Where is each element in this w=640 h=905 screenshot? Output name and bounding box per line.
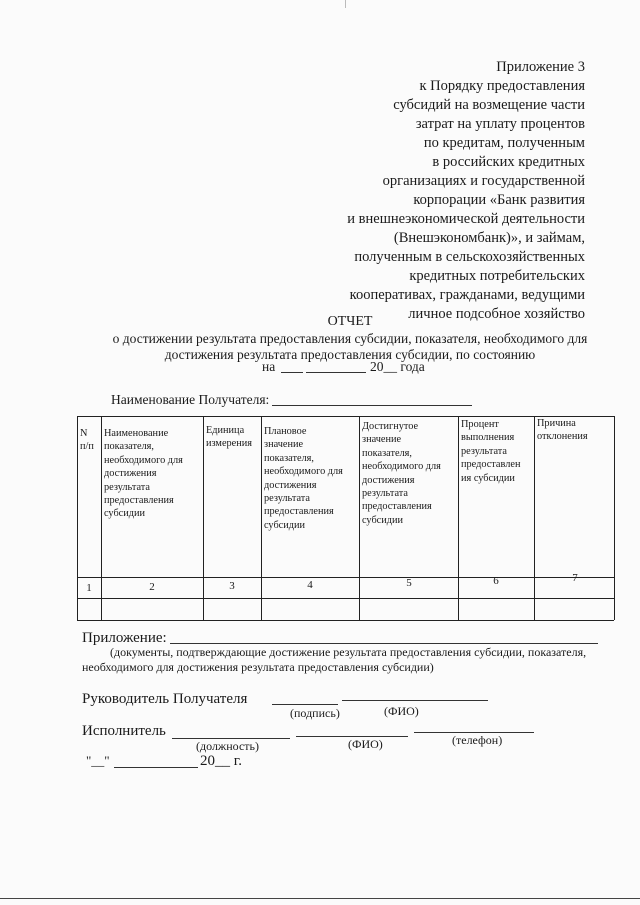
head-fio-line[interactable] xyxy=(342,700,488,701)
table-header-planned xyxy=(264,425,343,532)
header-text: достижения xyxy=(362,474,415,486)
table-col-border xyxy=(203,416,204,620)
header-text: достижения xyxy=(264,479,317,491)
header-text: достижения xyxy=(104,468,157,480)
appendix-line: организациях и государственной xyxy=(382,173,585,189)
report-subtitle-line1: о достижении результата предоставления субсидии, показателя, необходимого для xyxy=(112,331,588,346)
table-col-border xyxy=(359,416,360,620)
executor-fio-caption: (ФИО) xyxy=(348,737,383,751)
attachment-note-line1: (документы, подтверждающие достижение результата предоставления субсидии, показателя, xyxy=(110,645,587,659)
header-text: результата xyxy=(104,481,150,493)
table-col-border xyxy=(458,416,459,620)
appendix-line: полученным в сельскохозяйственных xyxy=(354,249,585,265)
header-text: показателя, xyxy=(362,447,412,459)
report-title: ОТЧЕТ xyxy=(327,314,373,329)
header-text: отклонения xyxy=(537,431,588,443)
table-header-reason xyxy=(537,417,588,444)
attachment-field-line[interactable] xyxy=(170,643,598,644)
phone-caption: (телефон) xyxy=(452,733,503,747)
page-bottom-edge xyxy=(0,898,640,899)
column-number: 6 xyxy=(493,575,499,587)
report-date-year: 20__ года xyxy=(370,359,425,374)
table-col-border xyxy=(614,416,615,620)
column-number: 5 xyxy=(406,577,412,589)
header-text: результата xyxy=(461,445,507,457)
executor-label: Исполнитель xyxy=(82,723,166,739)
report-subtitle-line2: достижения результата предоставления субсидии, по состоянию xyxy=(164,347,536,362)
column-number: 2 xyxy=(149,581,155,593)
header-text: п/п xyxy=(80,441,94,453)
head-label: Руководитель Получателя xyxy=(82,691,248,707)
date-year: 20__ г. xyxy=(200,753,242,769)
appendix-line: затрат на уплату процентов xyxy=(415,116,585,132)
appendix-line: в российских кредитных xyxy=(432,154,585,170)
header-text: Наименование xyxy=(104,428,169,439)
header-text: субсидии xyxy=(264,519,306,531)
header-text: необходимого для xyxy=(362,461,441,473)
report-date-prefix: на xyxy=(262,359,276,374)
table-header-percent xyxy=(461,418,520,485)
header-text: необходимого для xyxy=(264,466,343,478)
date-day-line xyxy=(281,372,303,373)
header-text: показателя, xyxy=(104,441,154,453)
column-number: 4 xyxy=(307,579,313,591)
header-text: выполнения xyxy=(461,432,515,444)
header-text: субсидии xyxy=(362,514,404,526)
header-text: Плановое xyxy=(264,426,307,437)
table-col-border xyxy=(534,416,535,620)
attachment-label: Приложение: xyxy=(82,630,167,646)
head-signature-line[interactable] xyxy=(272,704,338,705)
header-text: Причина xyxy=(537,418,576,429)
header-text: предоставлен xyxy=(461,459,521,471)
recipient-field-line[interactable] xyxy=(272,405,472,406)
date-quotes: "__" xyxy=(86,753,110,768)
table-header-unit xyxy=(206,424,252,451)
header-text: Процент xyxy=(461,419,499,430)
header-text: N xyxy=(80,428,88,439)
appendix-line: и внешнеэкономической деятельности xyxy=(347,211,585,227)
header-text: результата xyxy=(362,488,408,500)
header-text: показателя, xyxy=(264,452,314,464)
appendix-line: субсидий на возмещение части xyxy=(393,97,585,113)
date-month-line xyxy=(306,372,366,373)
appendix-line: Приложение 3 xyxy=(496,59,585,75)
date-month-field[interactable] xyxy=(114,767,198,768)
appendix-line: кредитных потребительских xyxy=(409,268,585,284)
header-text: значение xyxy=(362,434,402,446)
header-text: результата xyxy=(264,493,310,505)
header-text: необходимого для xyxy=(104,454,183,466)
header-text: значение xyxy=(264,439,304,451)
header-text: Единица xyxy=(206,425,245,436)
appendix-line: личное подсобное хозяйство xyxy=(408,306,585,322)
attachment-note-line2: необходимого для достижения результата предоставления субсидии) xyxy=(82,660,434,674)
position-caption: (должность) xyxy=(196,739,259,753)
column-number: 3 xyxy=(229,580,235,592)
signature-caption: (подпись) xyxy=(290,706,340,720)
appendix-line: по кредитам, полученным xyxy=(423,135,585,151)
header-text: ия субсидии xyxy=(461,472,515,484)
appendix-line: корпорации «Банк развития xyxy=(413,192,585,208)
header-text: субсидии xyxy=(104,508,146,520)
appendix-line: (Внешэкономбанк)», и займам, xyxy=(393,230,585,246)
header-text: предоставления xyxy=(264,506,334,518)
table-header-number xyxy=(80,427,94,454)
column-number: 1 xyxy=(86,582,92,594)
header-text: Достигнутое xyxy=(362,421,419,432)
appendix-line: кооперативах, гражданами, ведущими xyxy=(349,287,585,303)
table-header-indicator xyxy=(104,427,183,521)
scan-mark xyxy=(345,0,346,8)
table-border-bottom xyxy=(77,620,614,621)
appendix-line: к Порядку предоставления xyxy=(419,78,585,94)
table-col-border xyxy=(261,416,262,620)
header-text: предоставления xyxy=(362,501,432,513)
fio-caption: (ФИО) xyxy=(384,704,419,718)
header-text: измерения xyxy=(206,438,252,450)
header-text: предоставления xyxy=(104,495,174,507)
column-number: 7 xyxy=(572,572,578,584)
recipient-label: Наименование Получателя: xyxy=(111,392,270,407)
table-header-achieved xyxy=(362,420,441,527)
